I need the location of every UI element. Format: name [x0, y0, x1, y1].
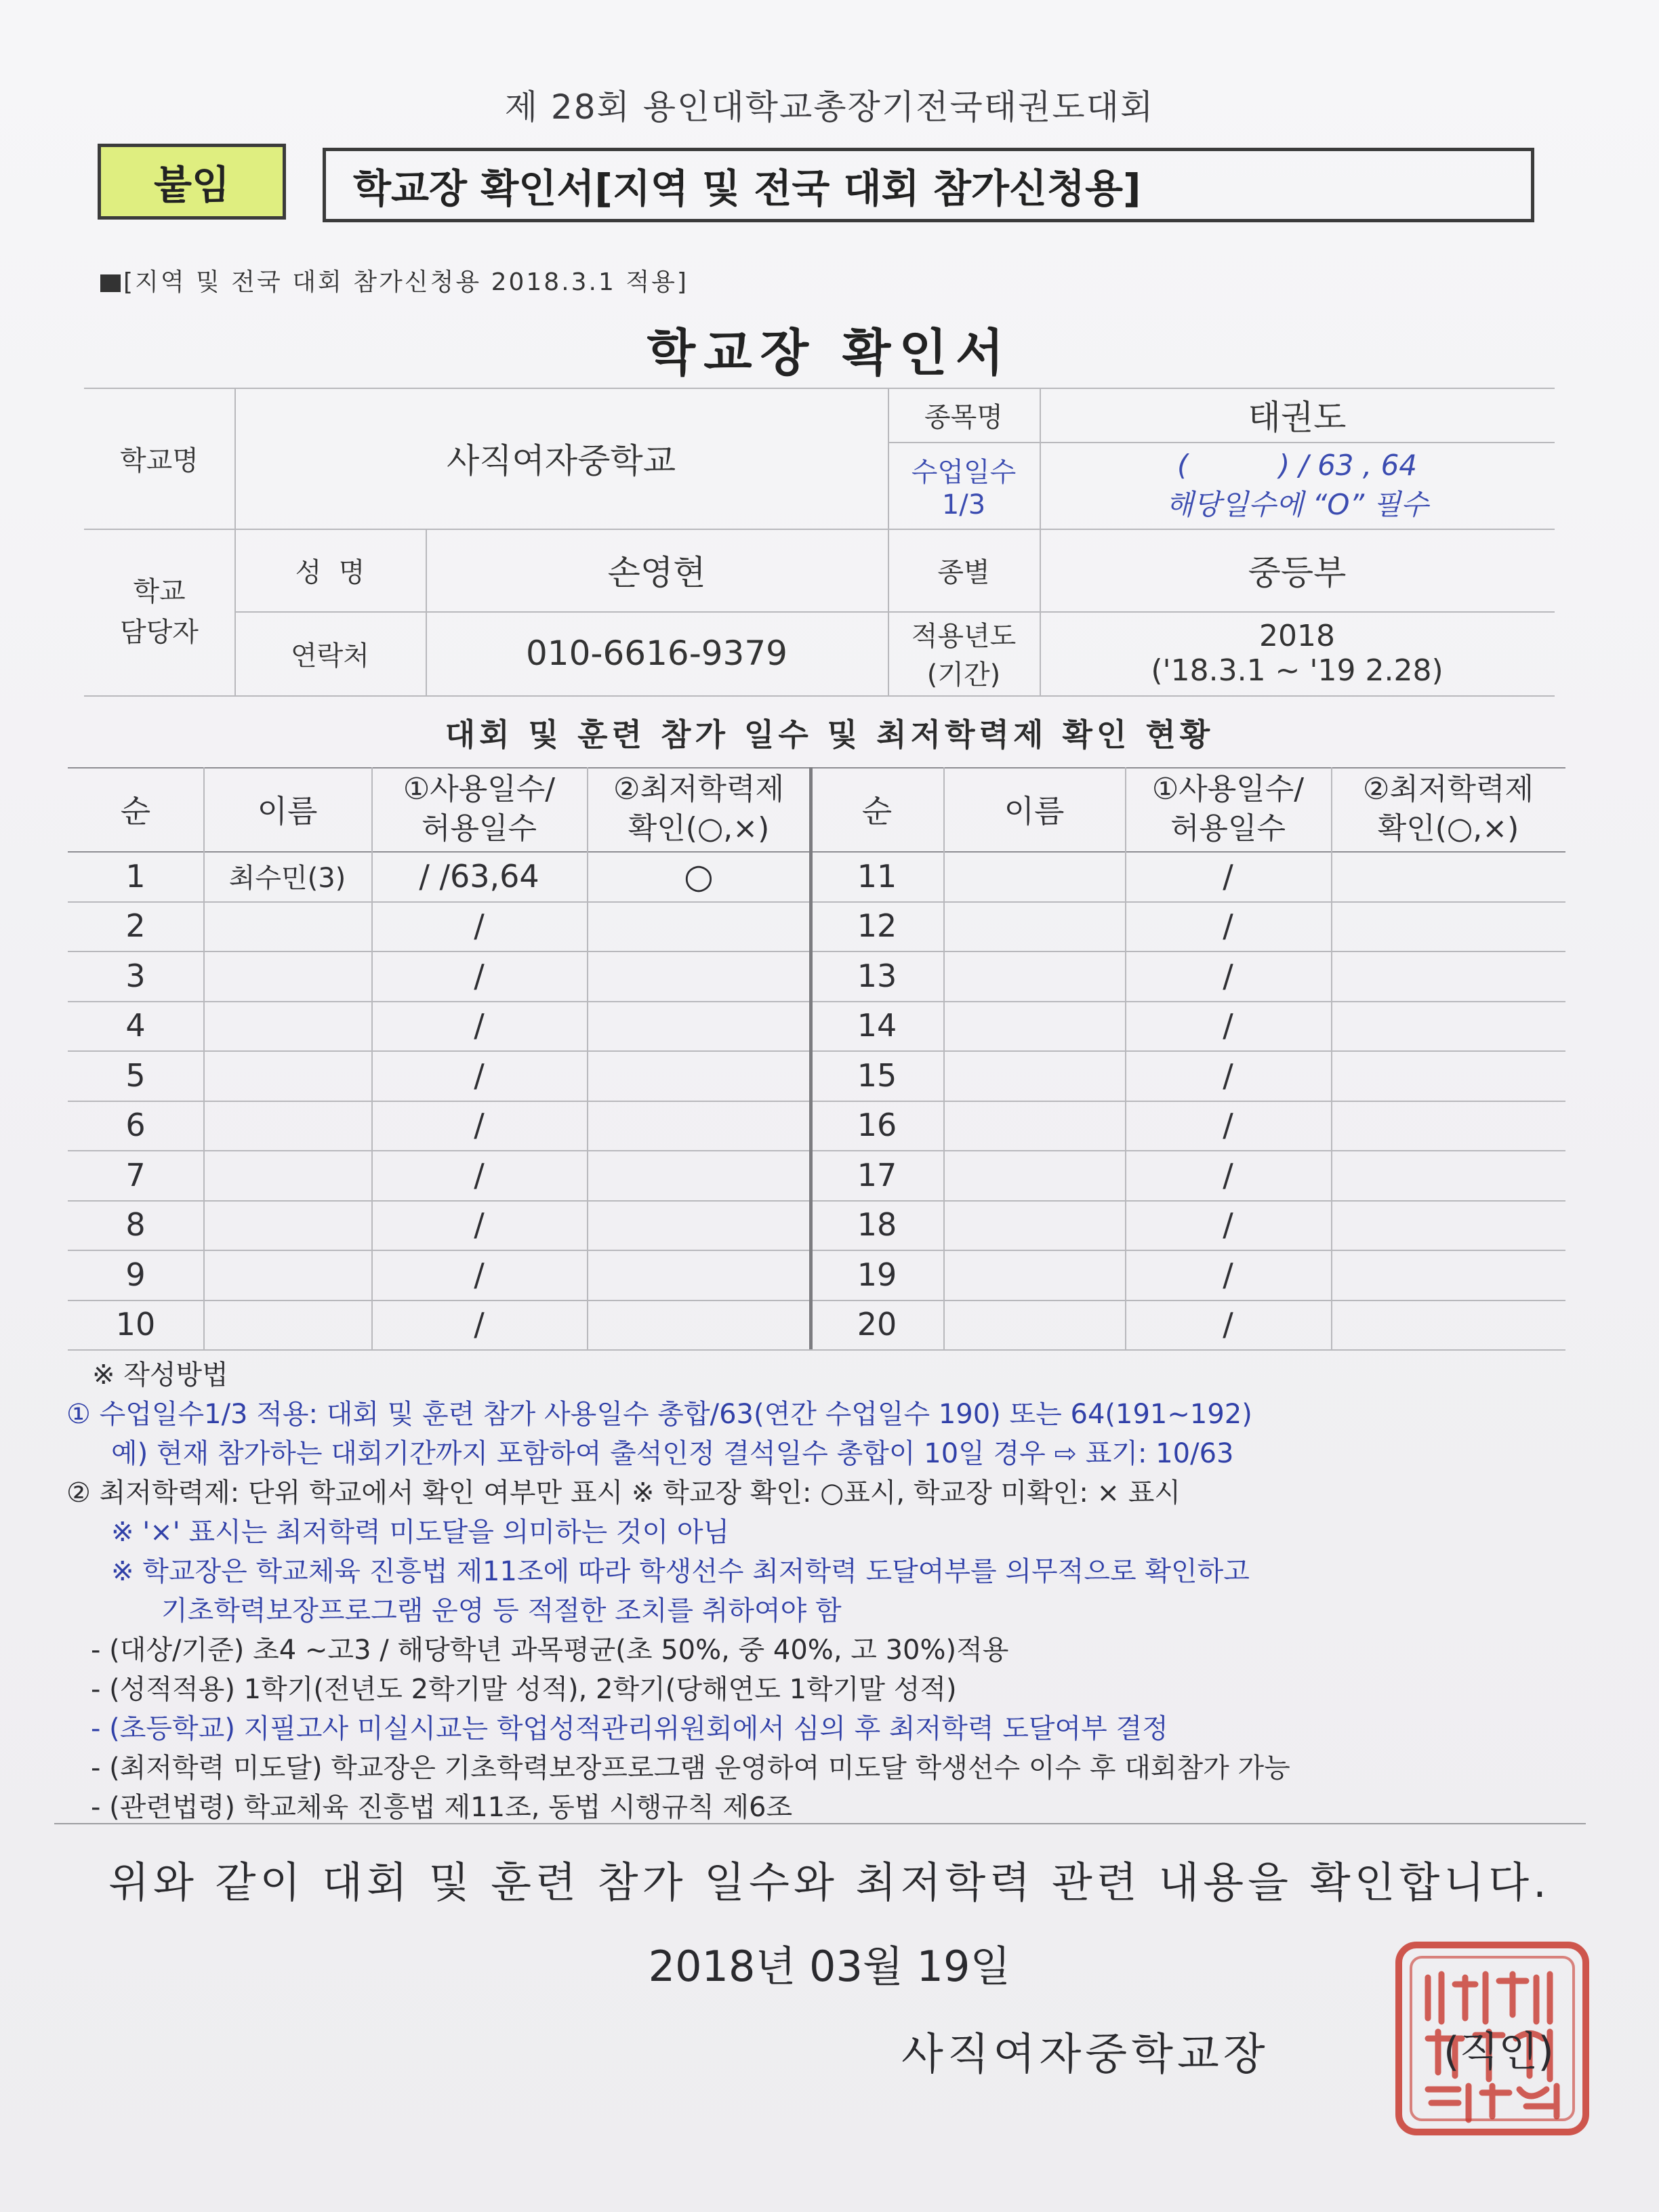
row-name [943, 1050, 1125, 1101]
row-number: 6 [125, 1107, 146, 1144]
category-value: 중등부 [1248, 553, 1347, 592]
row-number: 3 [125, 957, 146, 994]
event-title: 제 28회 용인대학교총장기전국태권도대회 [504, 87, 1155, 127]
school-label: 학교명 [120, 445, 199, 476]
document-title: 학교장 확인서 [647, 324, 1012, 382]
category-label: 종별 [937, 556, 990, 588]
school-name: 사직여자중학교 [446, 441, 676, 480]
row-used-days: / [474, 1107, 485, 1144]
class-days-value-line1: ( ) / 63 , 64 [1176, 449, 1418, 482]
row-number: 9 [125, 1256, 146, 1293]
year-label-line1: 적용년도 [911, 621, 1017, 652]
header-used-days-line: 허용일수 [1170, 811, 1286, 846]
principal-title: 사직여자중학교장 [901, 2030, 1269, 2080]
manager-label-line2: 담당자 [120, 617, 199, 648]
row-used-days: / [1223, 1107, 1233, 1144]
row-min-academic-check [1331, 1250, 1565, 1300]
row-number: 10 [115, 1306, 156, 1343]
row-min-academic-check [1331, 951, 1565, 1001]
year-value [1040, 611, 1555, 695]
contact-label: 연락처 [291, 640, 369, 672]
box-title: 학교장 확인서[지역 및 전국 대회 참가신청용] [323, 148, 1534, 222]
row-min-academic-check [1331, 851, 1565, 901]
row-number: 2 [125, 907, 146, 945]
class-days-label-line2: 1/3 [941, 489, 986, 520]
class-days-value-line2: 해당일수에 “O” 필수 [1166, 488, 1429, 521]
row-name [943, 1101, 1125, 1151]
instructions [66, 1355, 1598, 1827]
row-name [203, 1050, 371, 1101]
row-name [203, 1001, 371, 1051]
row-used-days: / [1223, 1206, 1233, 1244]
row-name [203, 1200, 371, 1250]
row-used-days: / [474, 1256, 485, 1293]
table-title: 대회 및 훈련 참가 일수 및 최저학력제 확인 현황 [445, 716, 1214, 753]
header-min-academic-line: ②최저학력제 [613, 772, 784, 806]
header-min-academic-line: 확인(○,×) [1377, 811, 1519, 846]
row-min-academic-check [587, 1250, 811, 1300]
applied-note-text: [지역 및 전국 대회 참가신청용 2018.3.1 적용] [123, 268, 689, 296]
year-value-line2: ('18.3.1 ~ '19 2.28) [1151, 653, 1443, 688]
row-min-academic-check [587, 1150, 811, 1200]
row-used-days: / [474, 1057, 485, 1094]
header-min-academic [1331, 767, 1565, 851]
class-days-label-line1: 수업일수 [911, 456, 1017, 488]
detail-1: - (대상/기준) 초4 ~고3 / 해당학년 과목평균(초 50%, 중 40%, 고 30%)적용 [91, 1635, 1009, 1666]
row-name [203, 1101, 371, 1151]
row-used-days: / [474, 907, 485, 945]
row-number: 14 [857, 1007, 897, 1044]
row-name [943, 1150, 1125, 1200]
row-name: 최수민(3) [228, 863, 346, 895]
header-used-days-line: ①사용일수/ [1151, 772, 1305, 806]
row-min-academic-check [587, 1200, 811, 1250]
row-used-days: / [1223, 1057, 1233, 1094]
row-number: 5 [125, 1057, 146, 1094]
applied-note [100, 263, 689, 298]
row-name [203, 951, 371, 1001]
row-name [203, 1150, 371, 1200]
manager-name: 손영현 [607, 553, 706, 592]
row-used-days: / [1223, 857, 1233, 895]
row-min-academic-check [587, 1101, 811, 1151]
row-min-academic-check [1331, 1101, 1565, 1151]
row-number: 12 [857, 907, 897, 945]
year-value-line1: 2018 [1259, 619, 1335, 653]
sport-value: 태권도 [1248, 398, 1347, 437]
name-label: 성 명 [295, 556, 365, 588]
confirmation-text: 위와 같이 대회 및 훈련 참가 일수와 최저학력 관련 내용을 확인합니다. [108, 1858, 1551, 1907]
row-min-academic-check [587, 1001, 811, 1051]
row-used-days: / [474, 1206, 485, 1244]
header-min-academic [587, 767, 811, 851]
class-days-value [1040, 442, 1555, 529]
row-number: 13 [857, 957, 897, 994]
row-used-days: / [474, 1306, 485, 1343]
divider [54, 1823, 1586, 1824]
note-1a: ① 수업일수1/3 적용: 대회 및 훈련 참가 사용일수 총합/63(연간 수업일수 190) 또는 64(191~192) [66, 1399, 1252, 1430]
row-min-academic-check [1331, 1150, 1565, 1200]
row-min-academic-check [587, 1300, 811, 1350]
row-name [943, 951, 1125, 1001]
note-2a: ② 최저학력제: 단위 학교에서 확인 여부만 표시 ※ 학교장 확인: ○표시, 학교장 미확인: × 표시 [66, 1477, 1181, 1509]
row-number: 7 [125, 1156, 146, 1193]
instructions-heading: ※ 작성방법 [92, 1359, 228, 1391]
manager-label [84, 529, 234, 695]
table-row-border [68, 1349, 1565, 1351]
row-min-academic-check [1331, 1050, 1565, 1101]
note-2c: ※ 학교장은 학교체육 진흥법 제11조에 따라 학생선수 최저학력 도달여부를 의무적으로 확인하고 [111, 1556, 1250, 1587]
header-no: 순 [120, 793, 151, 830]
year-label-line2: (기간) [926, 659, 1001, 691]
row-used-days: / [474, 1156, 485, 1193]
detail-2: - (성적적용) 1학기(전년도 2학기말 성적), 2학기(당해연도 1학기말 성적) [91, 1674, 957, 1705]
row-name [943, 1250, 1125, 1300]
row-used-days: / [1223, 957, 1233, 994]
row-used-days: / [1223, 1256, 1233, 1293]
note-1b: 예) 현재 참가하는 대회기간까지 포함하여 출석인정 결석일수 총합이 10일 경우 ⇨ 표기: 10/63 [111, 1438, 1234, 1469]
header-used-days [371, 767, 587, 851]
row-min-academic-check [587, 951, 811, 1001]
row-min-academic-check: ○ [684, 856, 714, 896]
row-name [943, 1001, 1125, 1051]
row-number: 15 [857, 1057, 897, 1094]
row-number: 20 [857, 1306, 897, 1343]
row-used-days: / /63,64 [419, 857, 539, 895]
attachment-tag: 붙임 [98, 144, 286, 220]
contact-value: 010-6616-9379 [525, 634, 787, 673]
row-used-days: / [474, 1007, 485, 1044]
row-number: 18 [857, 1206, 897, 1244]
row-min-academic-check [1331, 1001, 1565, 1051]
header-name: 이름 [1004, 793, 1065, 830]
row-used-days: / [1223, 907, 1233, 945]
row-used-days: / [474, 957, 485, 994]
grid-line [84, 695, 1555, 697]
row-used-days: / [1223, 1007, 1233, 1044]
sport-label: 종목명 [924, 401, 1003, 433]
seal-label: (직인) [1443, 2028, 1554, 2076]
row-name [203, 1300, 371, 1350]
detail-5: - (관련법령) 학교체육 진흥법 제11조, 동법 시행규칙 제6조 [91, 1792, 793, 1823]
header-used-days [1125, 767, 1331, 851]
row-min-academic-check [1331, 1200, 1565, 1250]
row-name [203, 1250, 371, 1300]
header-min-academic-line: ②최저학력제 [1363, 772, 1534, 806]
header-min-academic-line: 확인(○,×) [628, 811, 770, 846]
row-min-academic-check [587, 1050, 811, 1101]
row-number: 8 [125, 1206, 146, 1244]
row-name [943, 851, 1125, 901]
header-no: 순 [861, 793, 893, 830]
square-bullet-icon [100, 274, 121, 292]
detail-4: - (최저학력 미도달) 학교장은 기초학력보장프로그램 운영하여 미도달 학생선수 이수 후 대회참가 가능 [91, 1753, 1290, 1784]
row-min-academic-check [587, 901, 811, 951]
row-name [943, 1300, 1125, 1350]
row-name [203, 901, 371, 951]
issue-date: 2018년 03월 19일 [648, 1942, 1011, 1991]
note-2d: 기초학력보장프로그램 운영 등 적절한 조치를 취하여야 함 [161, 1595, 842, 1626]
header-used-days-line: 허용일수 [421, 811, 537, 846]
row-number: 17 [857, 1156, 897, 1193]
detail-3: - (초등학교) 지필고사 미실시교는 학업성적관리위원회에서 심의 후 최저학력 도달여부 결정 [91, 1713, 1168, 1744]
row-name [943, 1200, 1125, 1250]
note-2b: ※ '×' 표시는 최저학력 미도달을 의미하는 것이 아님 [111, 1517, 730, 1548]
row-number: 19 [857, 1256, 897, 1293]
header-used-days-line: ①사용일수/ [403, 772, 556, 806]
row-number: 11 [857, 857, 897, 895]
row-number: 1 [125, 857, 146, 895]
row-min-academic-check [1331, 901, 1565, 951]
row-used-days: / [1223, 1306, 1233, 1343]
class-days-label [888, 442, 1040, 529]
manager-label-line1: 학교 [133, 576, 186, 607]
row-number: 16 [857, 1107, 897, 1144]
year-label [888, 611, 1040, 695]
header-name: 이름 [257, 793, 318, 830]
row-name [943, 901, 1125, 951]
row-min-academic-check [1331, 1300, 1565, 1350]
row-number: 4 [125, 1007, 146, 1044]
row-used-days: / [1223, 1156, 1233, 1193]
